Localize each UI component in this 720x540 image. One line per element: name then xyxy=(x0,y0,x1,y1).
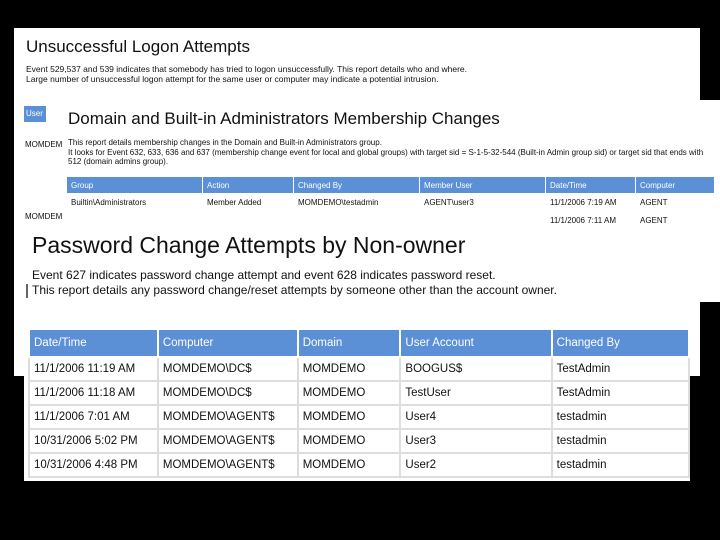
table-cell: 10/31/2006 4:48 PM xyxy=(29,453,158,477)
membership-desc-line: This report details membership changes in the Domain and Built-in Administrators group. xyxy=(68,138,382,147)
membership-desc-line: 512 (domain admins group). xyxy=(68,157,169,166)
column-header-computer[interactable]: Computer xyxy=(636,177,715,194)
table-cell: User2 xyxy=(400,453,551,477)
membership-report-title: Domain and Built-in Administrators Membership Changes xyxy=(68,109,500,128)
column-header-domain[interactable]: Domain xyxy=(298,329,401,357)
password-desc-line: This report details any password change/reset attempts by someone other than the account owner. xyxy=(32,283,557,297)
table-cell: MOMDEMO\testadmin xyxy=(294,194,420,212)
table-cell: TestAdmin xyxy=(552,381,689,405)
table-cell: User3 xyxy=(400,429,551,453)
logon-desc-line: Event 529,537 and 539 indicates that somebody has tried to logon unsuccessfully. This report details who and where. xyxy=(26,64,468,74)
table-cell: 11/1/2006 7:19 AM xyxy=(546,194,636,212)
table-cell: testadmin xyxy=(552,453,689,477)
column-header-computer[interactable]: Computer xyxy=(158,329,298,357)
membership-table xyxy=(66,176,715,230)
column-header-changed-by[interactable]: Changed By xyxy=(294,177,420,194)
column-header-date-time[interactable]: Date/Time xyxy=(29,329,158,357)
table-cell: AGENT\user3 xyxy=(420,194,546,212)
table-cell: testadmin xyxy=(552,405,689,429)
user-column-header: User xyxy=(24,106,46,122)
column-header-group[interactable]: Group xyxy=(67,177,203,194)
table-cell: MOMDEMO xyxy=(298,381,401,405)
table-cell: AGENT xyxy=(636,194,715,212)
user-cell: MOMDEM xyxy=(25,140,63,149)
column-header-user-account[interactable]: User Account xyxy=(400,329,551,357)
logon-report-title: Unsuccessful Logon Attempts xyxy=(26,37,250,56)
table-cell: BOOGUS$ xyxy=(400,357,551,381)
password-report-description xyxy=(32,268,557,298)
table-cell: TestUser xyxy=(400,381,551,405)
table-cell: AGENT xyxy=(636,212,715,230)
column-header-action[interactable]: Action xyxy=(203,177,294,194)
column-header-changed-by[interactable]: Changed By xyxy=(552,329,689,357)
table-cell: 11/1/2006 11:18 AM xyxy=(29,381,158,405)
table-header-row xyxy=(67,177,715,194)
logon-report-description xyxy=(26,64,467,84)
table-row xyxy=(67,194,715,212)
table-cell: 11/1/2006 7:11 AM xyxy=(546,212,636,230)
table-cell: TestAdmin xyxy=(552,357,689,381)
password-desc-line: Event 627 indicates password change attempt and event 628 indicates password reset. xyxy=(32,268,496,282)
table-row[interactable] xyxy=(29,381,689,405)
table-cell: 11/1/2006 11:19 AM xyxy=(29,357,158,381)
membership-report-description xyxy=(68,138,703,167)
password-table xyxy=(28,328,690,478)
table-cell: MOMDEMO xyxy=(298,429,401,453)
table-cell: Builtin\Administrators xyxy=(67,194,203,212)
column-header-member-user[interactable]: Member User xyxy=(420,177,546,194)
logon-desc-line: Large number of unsuccessful logon attempt for the same user or computer may indicate a potential intrusion. xyxy=(26,74,439,84)
table-cell: 10/31/2006 5:02 PM xyxy=(29,429,158,453)
table-cell: 11/1/2006 7:01 AM xyxy=(29,405,158,429)
margin-marker xyxy=(26,284,28,298)
password-report-panel xyxy=(24,226,690,481)
table-cell: Member Added xyxy=(203,194,294,212)
user-cell: MOMDEM xyxy=(25,212,63,221)
table-cell: MOMDEMO xyxy=(298,453,401,477)
membership-desc-line: It looks for Event 632, 633, 636 and 637 (membership change event for local and global groups) with target sid = S-1-5-32-544 (Built-in Admin group sid) or target sid that ends with xyxy=(68,147,704,157)
table-row[interactable] xyxy=(29,405,689,429)
table-row[interactable] xyxy=(29,453,689,477)
table-cell: MOMDEMO\AGENT$ xyxy=(158,453,298,477)
table-header-row xyxy=(29,329,689,357)
table-cell: MOMDEMO\DC$ xyxy=(158,357,298,381)
table-cell: testadmin xyxy=(552,429,689,453)
table-row[interactable] xyxy=(29,429,689,453)
table-cell: MOMDEMO\DC$ xyxy=(158,381,298,405)
column-header-date-time[interactable]: Date/Time xyxy=(546,177,636,194)
password-report-title: Password Change Attempts by Non-owner xyxy=(32,232,466,258)
table-cell: MOMDEMO\AGENT$ xyxy=(158,405,298,429)
table-cell: MOMDEMO xyxy=(298,405,401,429)
table-cell: User4 xyxy=(400,405,551,429)
table-cell: MOMDEMO\AGENT$ xyxy=(158,429,298,453)
table-cell: MOMDEMO xyxy=(298,357,401,381)
table-row[interactable] xyxy=(29,357,689,381)
